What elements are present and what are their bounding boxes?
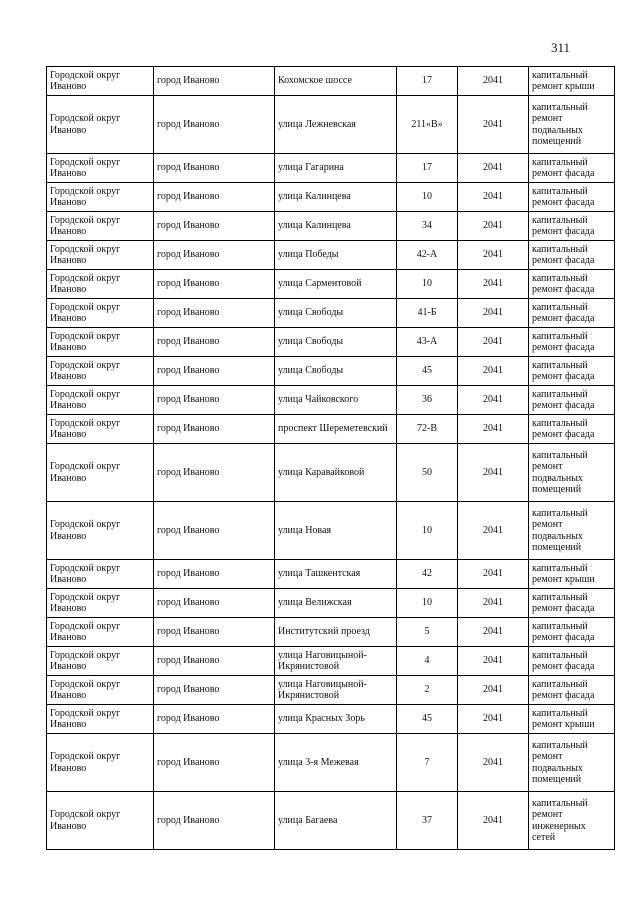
house-number-cell: 17	[397, 154, 458, 183]
year-cell: 2041	[458, 676, 529, 705]
year-cell: 2041	[458, 183, 529, 212]
work-type-cell: капитальный ремонт крыши	[529, 560, 615, 589]
table-row	[47, 212, 615, 241]
year-cell: 2041	[458, 212, 529, 241]
street-cell: улица Калинцева	[275, 212, 397, 241]
district-cell: Городской округ Иваново	[47, 792, 154, 850]
table-row	[47, 241, 615, 270]
house-number-cell: 45	[397, 705, 458, 734]
house-number-cell: 72-В	[397, 415, 458, 444]
street-cell: улица Свободы	[275, 299, 397, 328]
street-cell: улица Победы	[275, 241, 397, 270]
year-cell: 2041	[458, 502, 529, 560]
street-cell: улица Свободы	[275, 357, 397, 386]
city-cell: город Иваново	[154, 386, 275, 415]
street-cell: улица Велижская	[275, 589, 397, 618]
table-row	[47, 444, 615, 502]
city-cell: город Иваново	[154, 212, 275, 241]
district-cell: Городской округ Иваново	[47, 705, 154, 734]
street-cell: Кохомское шоссе	[275, 67, 397, 96]
table-row	[47, 792, 615, 850]
street-cell: проспект Шереметевский	[275, 415, 397, 444]
repair-registry-table	[46, 66, 615, 850]
table-row	[47, 67, 615, 96]
table-row	[47, 299, 615, 328]
district-cell: Городской округ Иваново	[47, 647, 154, 676]
street-cell: улица Калинцева	[275, 183, 397, 212]
house-number-cell: 7	[397, 734, 458, 792]
street-cell: улица Сарментовой	[275, 270, 397, 299]
house-number-cell: 41-Б	[397, 299, 458, 328]
year-cell: 2041	[458, 241, 529, 270]
work-type-cell: капитальный ремонт крыши	[529, 705, 615, 734]
year-cell: 2041	[458, 96, 529, 154]
city-cell: город Иваново	[154, 415, 275, 444]
city-cell: город Иваново	[154, 647, 275, 676]
house-number-cell: 34	[397, 212, 458, 241]
city-cell: город Иваново	[154, 96, 275, 154]
work-type-cell: капитальный ремонт фасада	[529, 270, 615, 299]
table-row	[47, 589, 615, 618]
year-cell: 2041	[458, 647, 529, 676]
year-cell: 2041	[458, 67, 529, 96]
table-row	[47, 328, 615, 357]
year-cell: 2041	[458, 270, 529, 299]
table-row	[47, 96, 615, 154]
city-cell: город Иваново	[154, 502, 275, 560]
year-cell: 2041	[458, 386, 529, 415]
table-row	[47, 705, 615, 734]
work-type-cell: капитальный ремонт фасада	[529, 647, 615, 676]
street-cell: улица Красных Зорь	[275, 705, 397, 734]
city-cell: город Иваново	[154, 792, 275, 850]
street-cell: улица Наговицыной-Икрянистовой	[275, 676, 397, 705]
work-type-cell: капитальный ремонт инженерных сетей	[529, 792, 615, 850]
table-row	[47, 357, 615, 386]
street-cell: улица Багаева	[275, 792, 397, 850]
district-cell: Городской округ Иваново	[47, 67, 154, 96]
city-cell: город Иваново	[154, 270, 275, 299]
city-cell: город Иваново	[154, 444, 275, 502]
house-number-cell: 5	[397, 618, 458, 647]
house-number-cell: 17	[397, 67, 458, 96]
district-cell: Городской округ Иваново	[47, 212, 154, 241]
house-number-cell: 10	[397, 183, 458, 212]
year-cell: 2041	[458, 792, 529, 850]
work-type-cell: капитальный ремонт фасада	[529, 415, 615, 444]
house-number-cell: 36	[397, 386, 458, 415]
work-type-cell: капитальный ремонт фасада	[529, 154, 615, 183]
street-cell: улица Новая	[275, 502, 397, 560]
work-type-cell: капитальный ремонт фасада	[529, 212, 615, 241]
table-row	[47, 618, 615, 647]
district-cell: Городской округ Иваново	[47, 270, 154, 299]
street-cell: улица Ташкентская	[275, 560, 397, 589]
house-number-cell: 10	[397, 589, 458, 618]
house-number-cell: 37	[397, 792, 458, 850]
work-type-cell: капитальный ремонт крыши	[529, 67, 615, 96]
street-cell: улица Гагарина	[275, 154, 397, 183]
city-cell: город Иваново	[154, 154, 275, 183]
page-number: 311	[550, 40, 570, 55]
work-type-cell: капитальный ремонт фасада	[529, 676, 615, 705]
work-type-cell: капитальный ремонт фасада	[529, 357, 615, 386]
district-cell: Городской округ Иваново	[47, 734, 154, 792]
year-cell: 2041	[458, 444, 529, 502]
district-cell: Городской округ Иваново	[47, 444, 154, 502]
city-cell: город Иваново	[154, 328, 275, 357]
street-cell: улица Каравайковой	[275, 444, 397, 502]
year-cell: 2041	[458, 560, 529, 589]
year-cell: 2041	[458, 734, 529, 792]
district-cell: Городской округ Иваново	[47, 415, 154, 444]
street-cell: улица Свободы	[275, 328, 397, 357]
year-cell: 2041	[458, 618, 529, 647]
table-row	[47, 734, 615, 792]
district-cell: Городской округ Иваново	[47, 386, 154, 415]
work-type-cell: капитальный ремонт фасада	[529, 183, 615, 212]
year-cell: 2041	[458, 328, 529, 357]
district-cell: Городской округ Иваново	[47, 96, 154, 154]
house-number-cell: 10	[397, 502, 458, 560]
work-type-cell: капитальный ремонт фасада	[529, 386, 615, 415]
city-cell: город Иваново	[154, 67, 275, 96]
district-cell: Городской округ Иваново	[47, 589, 154, 618]
table-row	[47, 270, 615, 299]
house-number-cell: 45	[397, 357, 458, 386]
work-type-cell: капитальный ремонт подвальных помещений	[529, 96, 615, 154]
table-row	[47, 183, 615, 212]
year-cell: 2041	[458, 705, 529, 734]
city-cell: город Иваново	[154, 357, 275, 386]
work-type-cell: капитальный ремонт фасада	[529, 328, 615, 357]
city-cell: город Иваново	[154, 589, 275, 618]
house-number-cell: 42	[397, 560, 458, 589]
district-cell: Городской округ Иваново	[47, 357, 154, 386]
table-row	[47, 676, 615, 705]
district-cell: Городской округ Иваново	[47, 299, 154, 328]
city-cell: город Иваново	[154, 618, 275, 647]
house-number-cell: 50	[397, 444, 458, 502]
street-cell: улица Наговицыной-Икрянистовой	[275, 647, 397, 676]
district-cell: Городской округ Иваново	[47, 183, 154, 212]
table-row	[47, 560, 615, 589]
registry-body	[47, 67, 615, 850]
table-row	[47, 502, 615, 560]
street-cell: улица Чайковского	[275, 386, 397, 415]
year-cell: 2041	[458, 357, 529, 386]
house-number-cell: 43-А	[397, 328, 458, 357]
city-cell: город Иваново	[154, 705, 275, 734]
year-cell: 2041	[458, 589, 529, 618]
street-cell: Институтский проезд	[275, 618, 397, 647]
street-cell: улица 3-я Межевая	[275, 734, 397, 792]
district-cell: Городской округ Иваново	[47, 618, 154, 647]
work-type-cell: капитальный ремонт фасада	[529, 589, 615, 618]
work-type-cell: капитальный ремонт подвальных помещений	[529, 734, 615, 792]
table-row	[47, 154, 615, 183]
district-cell: Городской округ Иваново	[47, 502, 154, 560]
house-number-cell: 10	[397, 270, 458, 299]
work-type-cell: капитальный ремонт подвальных помещений	[529, 444, 615, 502]
city-cell: город Иваново	[154, 560, 275, 589]
house-number-cell: 2	[397, 676, 458, 705]
house-number-cell: 211«В»	[397, 96, 458, 154]
city-cell: город Иваново	[154, 183, 275, 212]
district-cell: Городской округ Иваново	[47, 154, 154, 183]
year-cell: 2041	[458, 415, 529, 444]
house-number-cell: 4	[397, 647, 458, 676]
district-cell: Городской округ Иваново	[47, 676, 154, 705]
year-cell: 2041	[458, 154, 529, 183]
house-number-cell: 42-А	[397, 241, 458, 270]
work-type-cell: капитальный ремонт фасада	[529, 618, 615, 647]
city-cell: город Иваново	[154, 299, 275, 328]
district-cell: Городской округ Иваново	[47, 328, 154, 357]
district-cell: Городской округ Иваново	[47, 241, 154, 270]
work-type-cell: капитальный ремонт фасада	[529, 299, 615, 328]
work-type-cell: капитальный ремонт подвальных помещений	[529, 502, 615, 560]
table-row	[47, 647, 615, 676]
street-cell: улица Лежневская	[275, 96, 397, 154]
city-cell: город Иваново	[154, 676, 275, 705]
city-cell: город Иваново	[154, 734, 275, 792]
city-cell: город Иваново	[154, 241, 275, 270]
district-cell: Городской округ Иваново	[47, 560, 154, 589]
work-type-cell: капитальный ремонт фасада	[529, 241, 615, 270]
table-row	[47, 386, 615, 415]
year-cell: 2041	[458, 299, 529, 328]
table-row	[47, 415, 615, 444]
